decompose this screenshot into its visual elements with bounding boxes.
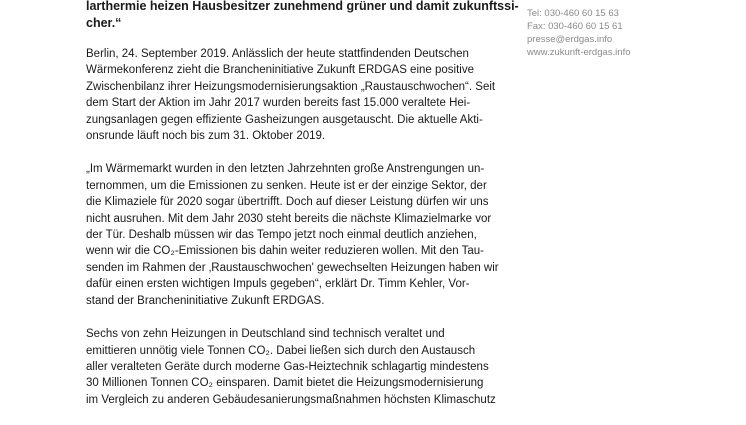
paragraph-intro (86, 46, 516, 144)
text-line: emittieren unnötig viele Tonnen CO₂. Dabei ließen sich durch den Austausch (86, 344, 476, 357)
text-line: im Vergleich zu anderen Gebäudesanierungsmaßnahmen höchsten Klimaschutz (86, 393, 496, 406)
text-line: Wärmekonferenz zieht die Brancheninitiative Zukunft ERDGAS eine positive (86, 64, 474, 77)
text-line: „Im Wärmemarkt wurden in den letzten Jahrzehnten große Anstrengungen un- (86, 163, 485, 176)
text-line: dafür einen ersten wichtigen Impuls gegeben“, erklärt Dr. Timm Kehler, Vor- (86, 278, 470, 291)
contact-phone: Tel: 030-460 60 15 63 (527, 8, 619, 19)
text-line: senden im Rahmen der ‚Raustauschwochen' gewechselten Heizungen haben wir (86, 261, 499, 274)
intro-line: cher.“ (86, 16, 122, 30)
text-line: onsrunde läuft noch bis zum 31. Oktober 2019. (86, 130, 326, 143)
text-line: aller veralteten Geräte durch moderne Gas-Heiztechnik schlagartig mindestens (86, 360, 489, 373)
text-line: stand der Brancheninitiative Zukunft ERDGAS. (86, 294, 325, 307)
text-line: ternommen, um die Emissionen zu senken. Heute ist er der einzige Sektor, der (86, 179, 487, 192)
contact-website[interactable]: www.zukunft-erdgas.info (527, 47, 631, 58)
text-line: nicht ausruhen. Mit dem Jahr 2030 steht bereits die nächste Klimazielmarke vor (86, 212, 492, 225)
contact-fax: Fax: 030-460 60 15 61 (527, 21, 623, 32)
text-line: die Klimaziele für 2020 sogar übertrifft. Doch auf dieser Leistung dürfen wir uns (86, 196, 489, 209)
text-line: Zwischenbilanz ihrer Heizungsmodernisierungsaktion „Raustauschwochen“. Seit (86, 80, 496, 93)
text-line: Sechs von zehn Heizungen in Deutschland sind technisch veraltet und (86, 328, 445, 341)
text-line: Berlin, 24. September 2019. Anlässlich der heute stattfindenden Deutschen (86, 48, 469, 60)
press-release-body (86, 46, 516, 425)
intro-line: larthermie heizen Hausbesitzer zunehmend grüner und damit zukunftssi- (86, 0, 519, 13)
text-line: dem Start der Aktion im Jahr 2017 wurden bereits fast 15.000 veraltete Hei- (86, 97, 471, 110)
text-line: wenn wir die CO₂-Emissionen bis dahin weiter reduzieren wollen. Mit den Tau- (86, 245, 484, 258)
contact-email[interactable]: presse@erdgas.info (527, 34, 613, 45)
text-line: der Tür. Deshalb müssen wir das Tempo jetzt noch einmal deutlich anziehen, (86, 229, 477, 242)
paragraph-facts (86, 326, 516, 408)
intro-quote (86, 0, 519, 32)
paragraph-quote (86, 161, 516, 309)
text-line: zungsanlagen gegen effiziente Gasheizungen ausgetauscht. Die aktuelle Akti- (86, 113, 483, 126)
contact-sidebar (527, 7, 737, 59)
text-line: 30 Millionen Tonnen CO₂ einsparen. Damit bietet die Heizungsmodernisierung (86, 377, 484, 390)
